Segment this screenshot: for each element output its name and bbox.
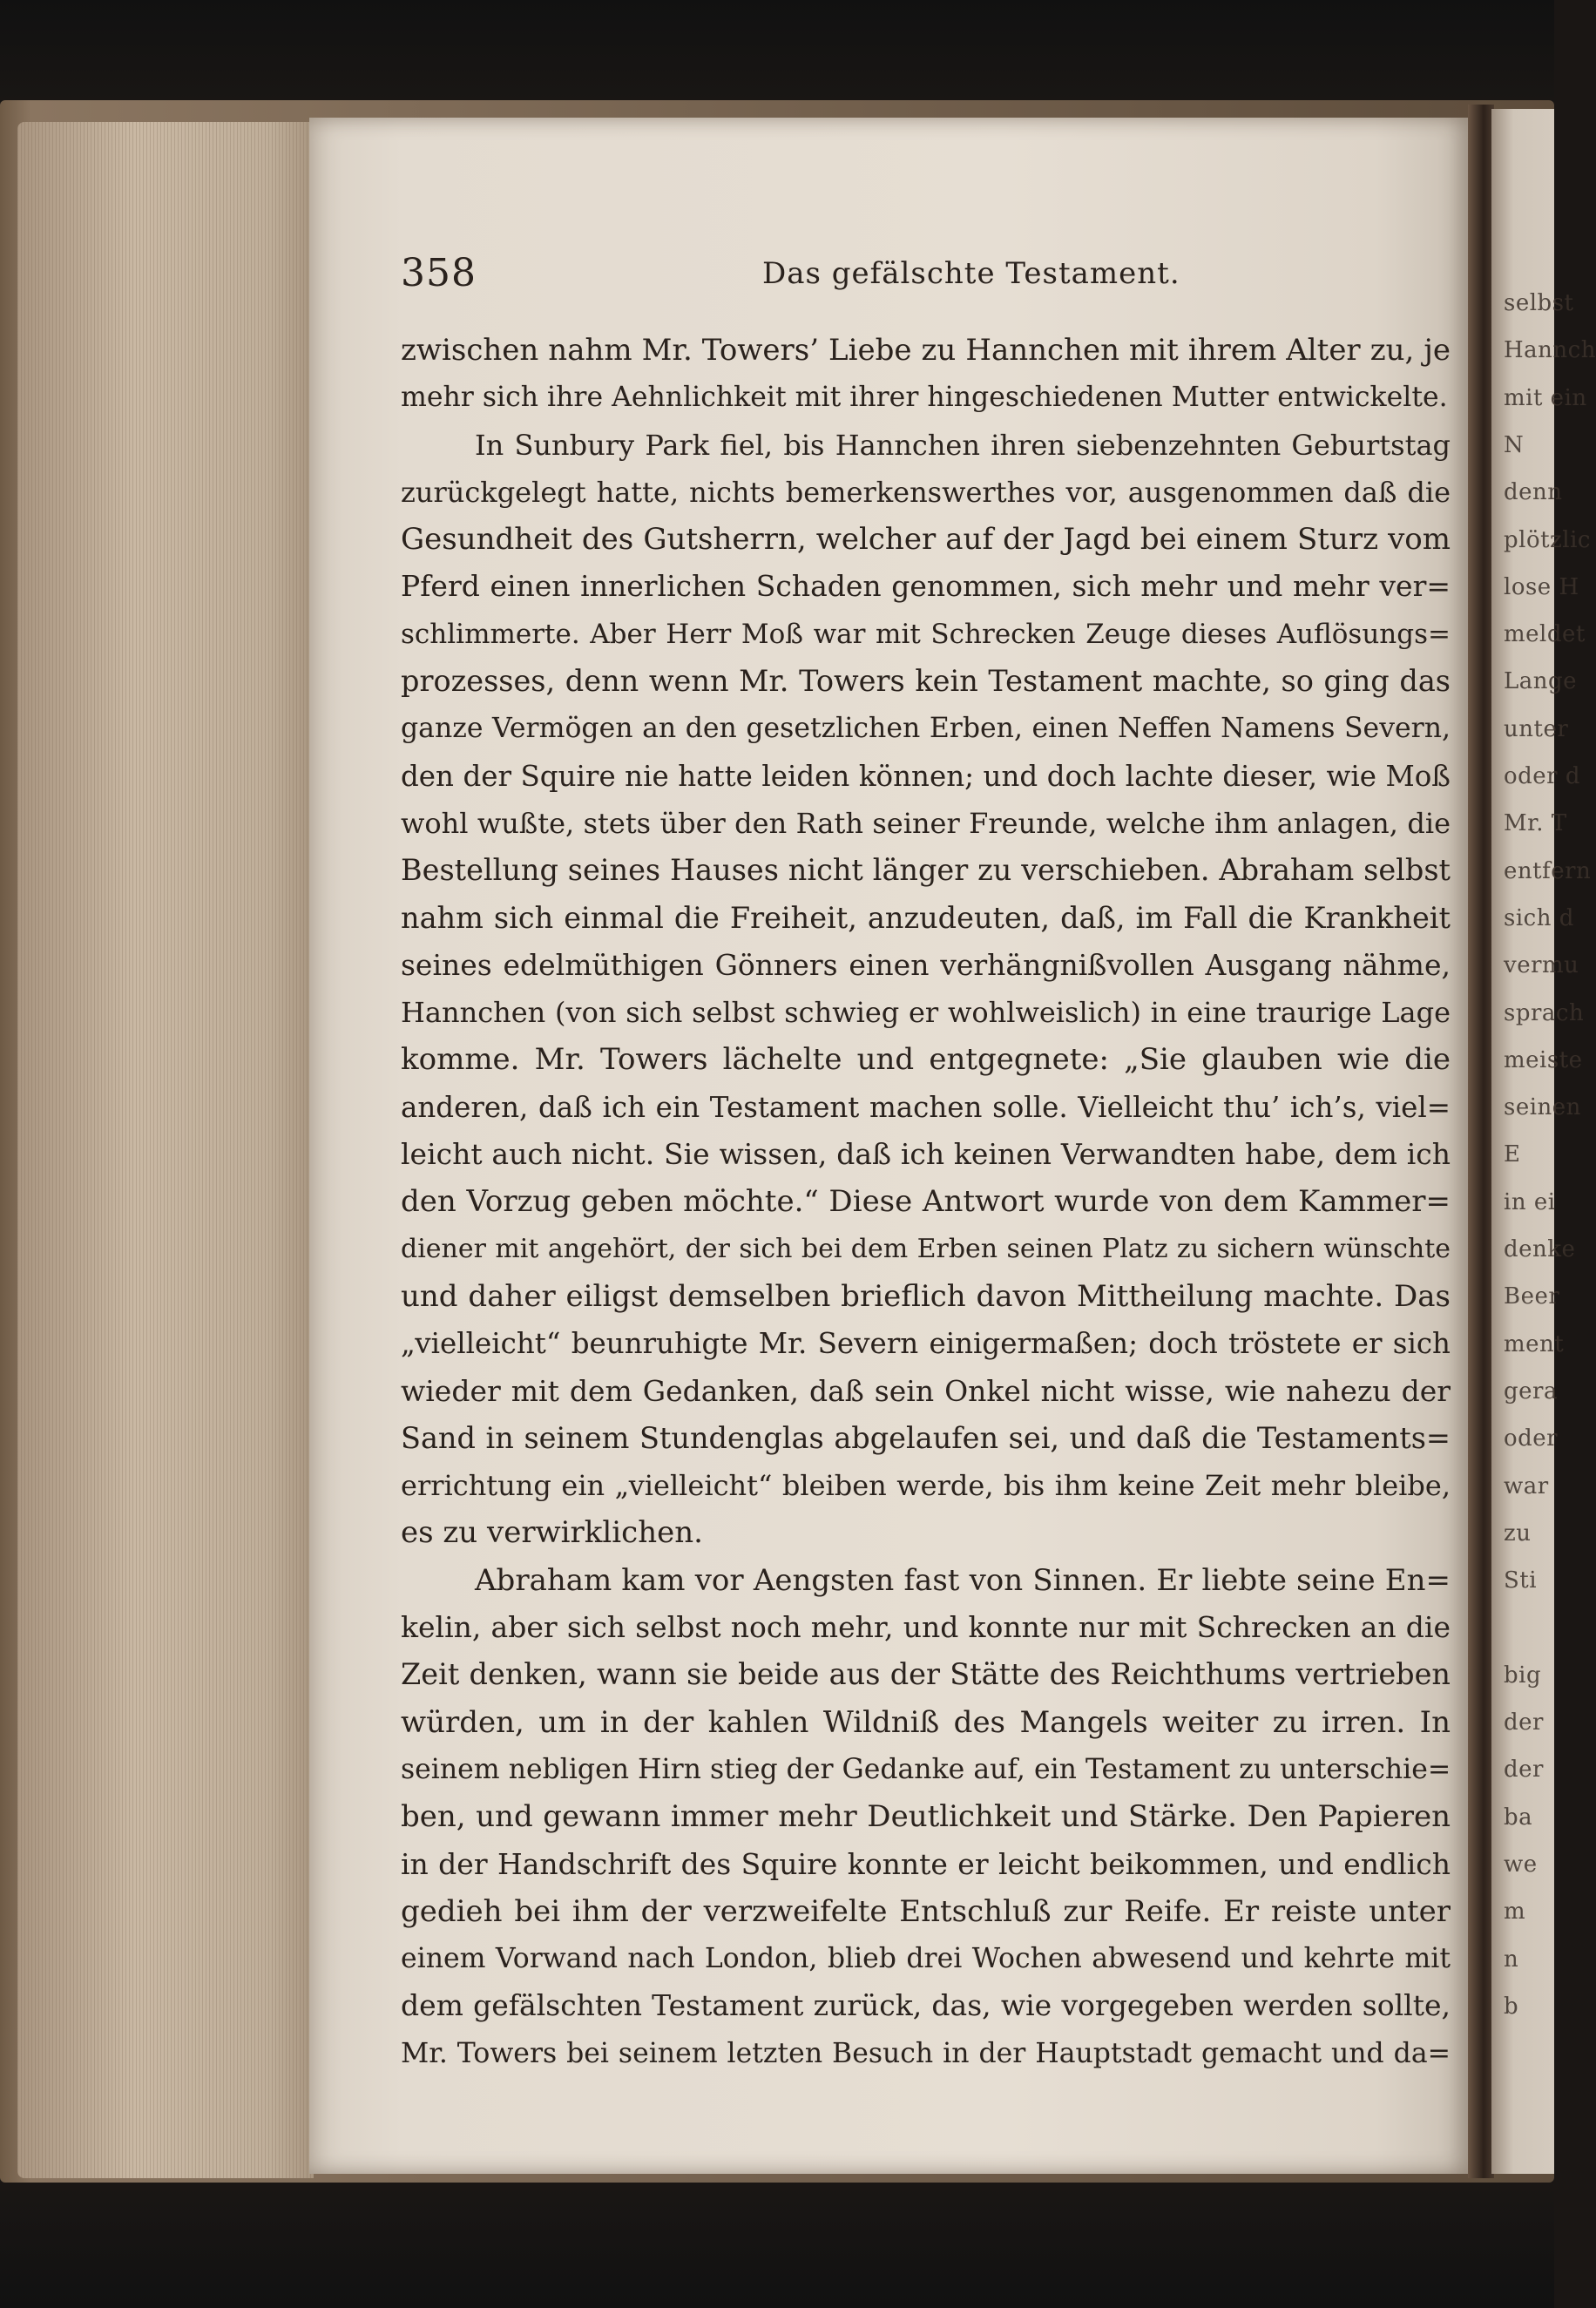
facing-page-text-fragment: seinen <box>1504 1094 1581 1121</box>
page-header <box>401 251 1446 303</box>
text-line: gedieh bei ihm der verzweifelte Entschluß zur Reife. Er reiste unter <box>401 1893 1451 1929</box>
facing-page-text-fragment: oder <box>1504 1425 1559 1452</box>
facing-page-text-fragment: zu <box>1504 1519 1532 1547</box>
text-line: seinem nebligen Hirn stieg der Gedanke auf, ein Testament zu unterschie= <box>401 1753 1451 1785</box>
facing-page-text-fragment: Sti <box>1504 1567 1538 1594</box>
running-title: Das gefälschte Testament. <box>762 256 1180 291</box>
text-line: und daher eiligst demselben brieflich davon Mittheilung machte. Das <box>401 1278 1451 1314</box>
text-line: einem Vorwand nach London, blieb drei Wochen abwesend und kehrte mit <box>401 1943 1451 1975</box>
text-line: In Sunbury Park fiel, bis Hannchen ihren siebenzehnten Geburtstag <box>475 428 1451 462</box>
facing-page-text-fragment: selbst <box>1504 290 1574 316</box>
body-text <box>401 327 1451 2077</box>
text-line: komme. Mr. Towers lächelte und entgegnete: „Sie glauben wie die <box>401 1042 1451 1078</box>
text-line: den der Squire nie hatte leiden können; und doch lachte dieser, wie Moß <box>401 759 1451 793</box>
facing-page-text-fragment: lose H <box>1504 573 1579 600</box>
text-line: dem gefälschten Testament zurück, das, wie vorgegeben werden sollte, <box>401 1988 1451 2023</box>
text-line: ganze Vermögen an den gesetzlichen Erben, einen Neffen Namens Severn, <box>401 713 1451 745</box>
facing-page-text-fragment: war <box>1504 1472 1549 1499</box>
text-line: leicht auch nicht. Sie wissen, daß ich keinen Verwandten habe, dem ich <box>401 1137 1451 1172</box>
text-line: anderen, daß ich ein Testament machen solle. Vielleicht thu’ ich’s, viel= <box>401 1090 1451 1124</box>
text-line: es zu verwirklichen. <box>401 1515 703 1551</box>
facing-page-text-fragment: we <box>1504 1851 1538 1878</box>
facing-page-text-fragment: denke <box>1504 1236 1576 1262</box>
page-edges-stack <box>17 122 314 2178</box>
text-line: prozesses, denn wenn Mr. Towers kein Testament machte, so ging das <box>401 664 1451 699</box>
facing-page-text-fragment: plötzlic <box>1504 526 1591 553</box>
text-line: würden, um in der kahlen Wildniß des Mangels weiter zu irren. In <box>401 1704 1451 1740</box>
text-line: mehr sich ihre Aehnlichkeit mit ihrer hingeschiedenen Mutter entwickelte. <box>401 382 1448 414</box>
facing-page-text-fragment: Hannch <box>1504 337 1596 364</box>
text-line: in der Handschrift des Squire konnte er leicht beikommen, und endlich <box>401 1846 1451 1881</box>
facing-page-text-fragment: oder d <box>1504 763 1581 789</box>
text-line: ben, und gewann immer mehr Deutlichkeit und Stärke. Den Papieren <box>401 1799 1451 1835</box>
text-line: diener mit angehört, der sich bei dem Erben seinen Platz zu sichern wünschte <box>401 1233 1451 1264</box>
text-line: den Vorzug geben möchte.“ Diese Antwort wurde von dem Kammer= <box>401 1184 1451 1220</box>
facing-page-text-fragment: Mr. T <box>1504 810 1567 837</box>
facing-page-text-fragment: unter <box>1504 715 1569 742</box>
facing-page-text-fragment: Beer <box>1504 1283 1560 1310</box>
facing-page-fragment <box>1491 109 1596 2174</box>
facing-page-text-fragment: b <box>1504 1993 1519 2020</box>
facing-page-text-fragment: m <box>1504 1899 1526 1926</box>
text-line: Pferd einen innerlichen Schaden genommen, sich mehr und mehr ver= <box>401 569 1451 604</box>
text-line: wohl wußte, stets über den Rath seiner Freunde, welche ihm anlagen, die <box>401 806 1451 840</box>
text-line: Bestellung seines Hauses nicht länger zu verschieben. Abraham selbst <box>401 853 1451 888</box>
facing-page-text-fragment: sich d <box>1504 904 1574 931</box>
text-line: Gesundheit des Gutsherrn, welcher auf der Jagd bei einem Sturz vom <box>401 522 1451 558</box>
text-line: kelin, aber sich selbst noch mehr, und konnte nur mit Schrecken an die <box>401 1610 1451 1645</box>
facing-page-text-fragment: entfern <box>1504 857 1592 884</box>
facing-page-text-fragment: in ei <box>1504 1188 1556 1215</box>
facing-page-text-fragment: denn <box>1504 479 1563 506</box>
facing-page-text-fragment: big <box>1504 1662 1542 1689</box>
text-line: seines edelmüthigen Gönners einen verhängnißvollen Ausgang nähme, <box>401 947 1451 982</box>
facing-page-text-fragment: n <box>1504 1946 1519 1973</box>
text-line: Mr. Towers bei seinem letzten Besuch in der Hauptstadt gemacht und da= <box>401 2037 1451 2069</box>
facing-page-text-fragment: E <box>1504 1141 1521 1168</box>
book-gutter <box>1468 105 1494 2178</box>
text-line: schlimmerte. Aber Herr Moß war mit Schrecken Zeuge dieses Auflösungs= <box>401 618 1451 650</box>
facing-page-text-fragment: der <box>1504 1756 1544 1783</box>
text-line: Zeit denken, wann sie beide aus der Stätte des Reichthums vertrieben <box>401 1657 1451 1692</box>
facing-page-text-fragment: gera <box>1504 1377 1558 1404</box>
text-line: zurückgelegt hatte, nichts bemerkenswerthes vor, ausgenommen daß die <box>401 475 1451 509</box>
facing-page-text-fragment: sprach <box>1504 999 1585 1026</box>
facing-page-text-fragment: ment <box>1504 1330 1565 1357</box>
text-line: nahm sich einmal die Freiheit, anzudeuten, daß, im Fall die Krankheit <box>401 900 1451 935</box>
text-line: zwischen nahm Mr. Towers’ Liebe zu Hannchen mit ihrem Alter zu, je <box>401 333 1451 368</box>
text-line: „vielleicht“ beunruhigte Mr. Severn einigermaßen; doch tröstete er sich <box>401 1327 1451 1361</box>
facing-page-text-fragment: mit ein <box>1504 384 1587 411</box>
facing-page-text-fragment: ba <box>1504 1804 1533 1831</box>
facing-page-text-fragment: N <box>1504 431 1525 458</box>
text-line: wieder mit dem Gedanken, daß sein Onkel nicht wisse, wie nahezu der <box>401 1373 1451 1408</box>
facing-page-text-fragment: meiste <box>1504 1046 1583 1073</box>
facing-page-text-fragment: meldet <box>1504 621 1586 648</box>
page-number: 358 <box>401 251 477 295</box>
facing-page-text-fragment: Lange <box>1504 668 1578 695</box>
facing-page-text-fragment: der <box>1504 1709 1544 1736</box>
text-line: Abraham kam vor Aengsten fast von Sinnen. Er liebte seine En= <box>475 1562 1451 1598</box>
text-line: Hannchen (von sich selbst schwieg er wohlweislich) in eine traurige Lage <box>401 996 1451 1030</box>
text-line: errichtung ein „vielleicht“ bleiben werde, bis ihm keine Zeit mehr bleibe, <box>401 1469 1451 1503</box>
text-line: Sand in seinem Stundenglas abgelaufen sei, und daß die Testaments= <box>401 1420 1451 1455</box>
facing-page-text-fragment: vermu <box>1504 952 1579 979</box>
